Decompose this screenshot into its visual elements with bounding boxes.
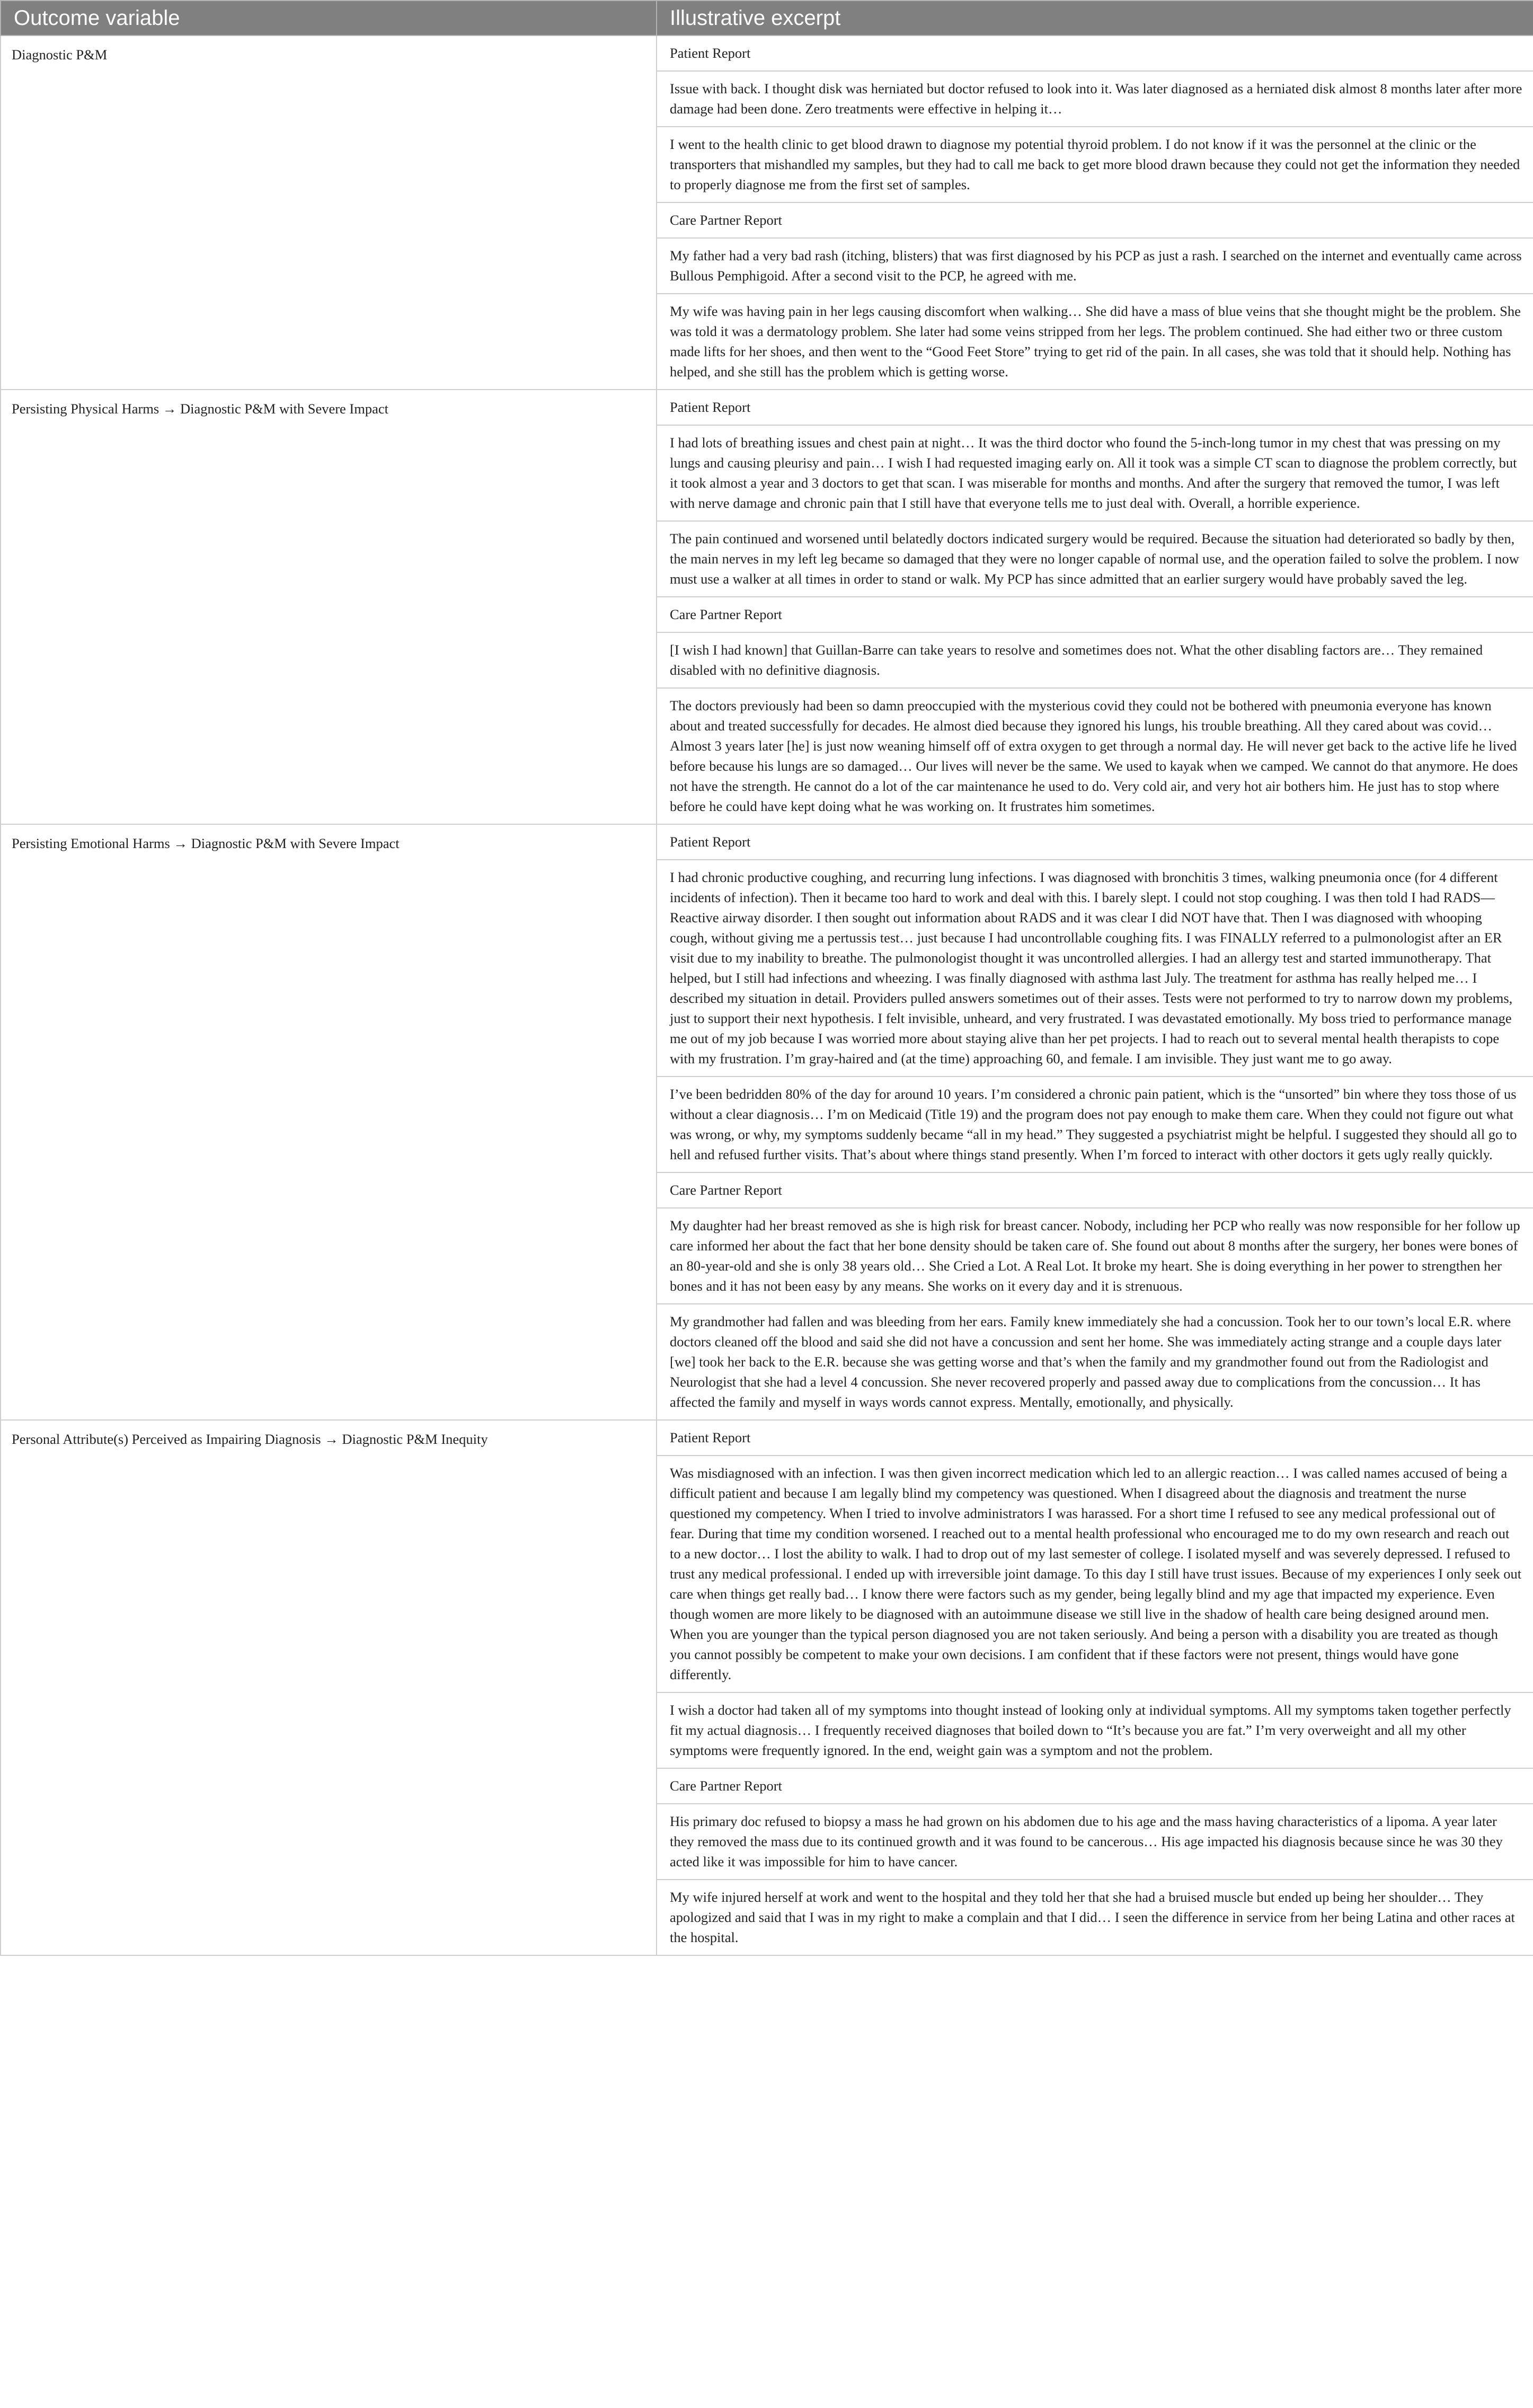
header-outcome-variable: Outcome variable (1, 1, 657, 36)
table-row (1, 390, 1533, 425)
excerpt-cell: My grandmother had fallen and was bleeding from her ears. Family knew immediately she had a concussion. Took her to our town’s local E.R. where doctors cleaned off the blood and said she did not have a concussion and sent her home. She was immediately acting strange and a couple days later [we] took her back to the E.R. because she was getting worse and that’s when the family and my grandmother found out from the Radiologist and Neurologist that she had a level 4 concussion. She never recovered properly and passed away due to complications from the concussion… It has affected the family and myself in ways words cannot express. Mentally, emotionally, and physically. (657, 1304, 1533, 1420)
outcome-variable-cell: Persisting Physical Harms → Diagnostic P&M with Severe Impact (1, 390, 657, 824)
report-type-label: Care Partner Report (657, 1172, 1533, 1208)
outcome-variable-cell: Persisting Emotional Harms → Diagnostic P&M with Severe Impact (1, 824, 657, 1420)
header-row (1, 1, 1533, 36)
report-type-label: Patient Report (657, 824, 1533, 860)
excerpt-cell: My wife injured herself at work and went to the hospital and they told her that she had a bruised muscle but ended up being her shoulder… They apologized and said that I was in my right to make a complain and that I did… I seen the difference in service from her being Latina and other races at the hospital. (657, 1880, 1533, 1955)
excerpt-cell: [I wish I had known] that Guillan-Barre can take years to resolve and sometimes does not. What the other disabling factors are… They remained disabled with no definitive diagnosis. (657, 632, 1533, 688)
excerpt-cell: I went to the health clinic to get blood drawn to diagnose my potential thyroid problem. I do not know if it was the personnel at the clinic or the transporters that mishandled my samples, but they had to call me back to get more blood drawn because they could not get the information they needed to properly diagnose me from the first set of samples. (657, 127, 1533, 202)
excerpt-cell: My daughter had her breast removed as she is high risk for breast cancer. Nobody, including her PCP who really was now responsible for her follow up care informed her about the fact that her bone density should be taken care of. She found out about 8 months after the surgery, her bones were bones of an 80-year-old and she is only 38 years old… She Cried a Lot. A Real Lot. It broke my heart. She is doing everything in her power to strengthen her bones and it has not been easy by any means. She works on it every day and it is strenuous. (657, 1208, 1533, 1304)
table-row (1, 1420, 1533, 1456)
excerpt-cell: I had lots of breathing issues and chest pain at night… It was the third doctor who found the 5-inch-long tumor in my chest that was pressing on my lungs and causing pleurisy and pain… I wish I had requested imaging early on. All it took was a simple CT scan to diagnose the problem correctly, but it took almost a year and 3 doctors to get that scan. I was miserable for months and months. And after the surgery that removed the tumor, I was left with nerve damage and chronic pain that I still have that everyone tells me to just deal with. Overall, a horrible experience. (657, 425, 1533, 521)
report-type-label: Patient Report (657, 1420, 1533, 1456)
report-type-label: Care Partner Report (657, 1768, 1533, 1804)
excerpt-cell: I wish a doctor had taken all of my symptoms into thought instead of looking only at individual symptoms. All my symptoms taken together perfectly fit my actual diagnosis… I frequently received diagnoses that boiled down to “It’s because you are fat.” I’m very overweight and all my other symptoms were frequently ignored. In the end, weight gain was a symptom and not the problem. (657, 1692, 1533, 1768)
excerpt-cell: Was misdiagnosed with an infection. I was then given incorrect medication which led to an allergic reaction… I was called names accused of being a difficult patient and because I am legally blind my competency was questioned. When I disagreed about the diagnosis and treatment the nurse questioned my competency. When I tried to involve administrators I was harassed. For a short time I refused to see any medical professional out of fear. During that time my condition worsened. I reached out to a mental health professional who encouraged me to do my own research and reach out to a new doctor… I lost the ability to walk. I had to drop out of my last semester of college. I isolated myself and was severely depressed. I refused to trust any medical professional. I ended up with irreversible joint damage. To this day I still have trust issues. Because of my experiences I only seek out care when things get really bad… I know there were factors such as my gender, being legally blind and my age that impacted my experience. Even though women are more likely to be diagnosed with an autoimmune disease we still live in the shadow of health care being designed around men. When you are younger than the typical person diagnosed you are not taken seriously. And being a person with a disability you are treated as though you cannot possibly be competent to make your own decisions. I am confident that if these factors were not present, things would have gone differently. (657, 1456, 1533, 1692)
excerpt-cell: The pain continued and worsened until belatedly doctors indicated surgery would be required. Because the situation had deteriorated so badly by then, the main nerves in my left leg became so damaged that they were no longer capable of normal use, and the operation failed to solve the problem. I now must use a walker at all times in order to stand or walk. My PCP has since admitted that an earlier surgery would have probably saved the leg. (657, 521, 1533, 597)
table-row (1, 36, 1533, 71)
excerpt-cell: My father had a very bad rash (itching, blisters) that was first diagnosed by his PCP as just a rash. I searched on the internet and eventually came across Bullous Pemphigoid. After a second visit to the PCP, he agreed with me. (657, 238, 1533, 294)
report-type-label: Care Partner Report (657, 597, 1533, 632)
excerpt-cell: My wife was having pain in her legs causing discomfort when walking… She did have a mass of blue veins that she thought might be the problem. She was told it was a dermatology problem. She later had some veins stripped from her legs. The problem continued. She had either two or three custom made lifts for her shoes, and then went to the “Good Feet Store” trying to get rid of the pain. In all cases, she was told that it should help. Nothing has helped, and she still has the problem which is getting worse. (657, 294, 1533, 390)
outcome-variable-cell: Personal Attribute(s) Perceived as Impairing Diagnosis → Diagnostic P&M Inequity (1, 1420, 657, 1955)
outcome-variable-cell: Diagnostic P&M (1, 36, 657, 390)
excerpt-cell: I had chronic productive coughing, and recurring lung infections. I was diagnosed with bronchitis 3 times, walking pneumonia once (for 4 different incidents of infection). Then it became too hard to work and deal with this. I barely slept. I could not stop coughing. I was then told I had RADS—Reactive airway disorder. I then sought out information about RADS and it was clear I did NOT have that. Then I was diagnosed with whooping cough, without giving me a pertussis test… just because I had uncontrollable coughing fits. I was FINALLY referred to a pulmonologist after an ER visit due to my inability to breathe. The pulmonologist thought it was uncontrolled allergies. I had an allergy test and started immunotherapy. That helped, but I still had infections and wheezing. I was finally diagnosed with asthma last July. The treatment for asthma has really helped me… I described my situation in detail. Providers pulled answers sometimes out of their asses. Tests were not performed to try to narrow down my problems, just to support their next hypothesis. I felt invisible, unheard, and very frustrated. I was devastated emotionally. My boss tried to performance manage me out of my job because I was worried more about staying alive than her pet projects. I had to reach out to several mental health therapists to cope with my frustration. I’m gray-haired and (at the time) approaching 60, and female. I am invisible. They just want me to go away. (657, 860, 1533, 1077)
report-type-label: Patient Report (657, 390, 1533, 425)
report-type-label: Patient Report (657, 36, 1533, 71)
excerpt-cell: His primary doc refused to biopsy a mass he had grown on his abdomen due to his age and the mass having characteristics of a lipoma. A year later they removed the mass due to its continued growth and it was found to be cancerous… His age impacted his diagnosis because since he was 30 they acted like it was impossible for him to have cancer. (657, 1804, 1533, 1880)
excerpt-cell: The doctors previously had been so damn preoccupied with the mysterious covid they could not be bothered with pneumonia everyone has known about and treated successfully for decades. He almost died because they ignored his lungs, his trouble breathing. All they cared about was covid… Almost 3 years later [he] is just now weaning himself off of extra oxygen to get through a normal day. He will never get back to the active life he lived before because his lungs are so damaged… Our lives will never be the same. We used to kayak when we camped. We cannot do that anymore. He does not have the strength. He cannot do a lot of the car maintenance he used to do. Very cold air, and very hot air bothers him. He just has to stop where before he could have kept doing what he was working on. It frustrates him sometimes. (657, 688, 1533, 824)
report-type-label: Care Partner Report (657, 202, 1533, 238)
excerpt-cell: I’ve been bedridden 80% of the day for around 10 years. I’m considered a chronic pain patient, which is the “unsorted” bin where they toss those of us without a clear diagnosis… I’m on Medicaid (Title 19) and the program does not pay enough to make them care. When they could not figure out what was wrong, or why, my symptoms suddenly became “all in my head.” They suggested a psychiatrist might be helpful. I suggested they should all go to hell and refused further visits. That’s about where things stand presently. When I’m forced to interact with other doctors it gets ugly really quickly. (657, 1077, 1533, 1172)
table-row (1, 824, 1533, 860)
excerpt-cell: Issue with back. I thought disk was herniated but doctor refused to look into it. Was later diagnosed as a herniated disk almost 8 months later after more damage had been done. Zero treatments were effective in helping it… (657, 71, 1533, 127)
table-body (1, 36, 1533, 1955)
header-illustrative-excerpt: Illustrative excerpt (657, 1, 1533, 36)
